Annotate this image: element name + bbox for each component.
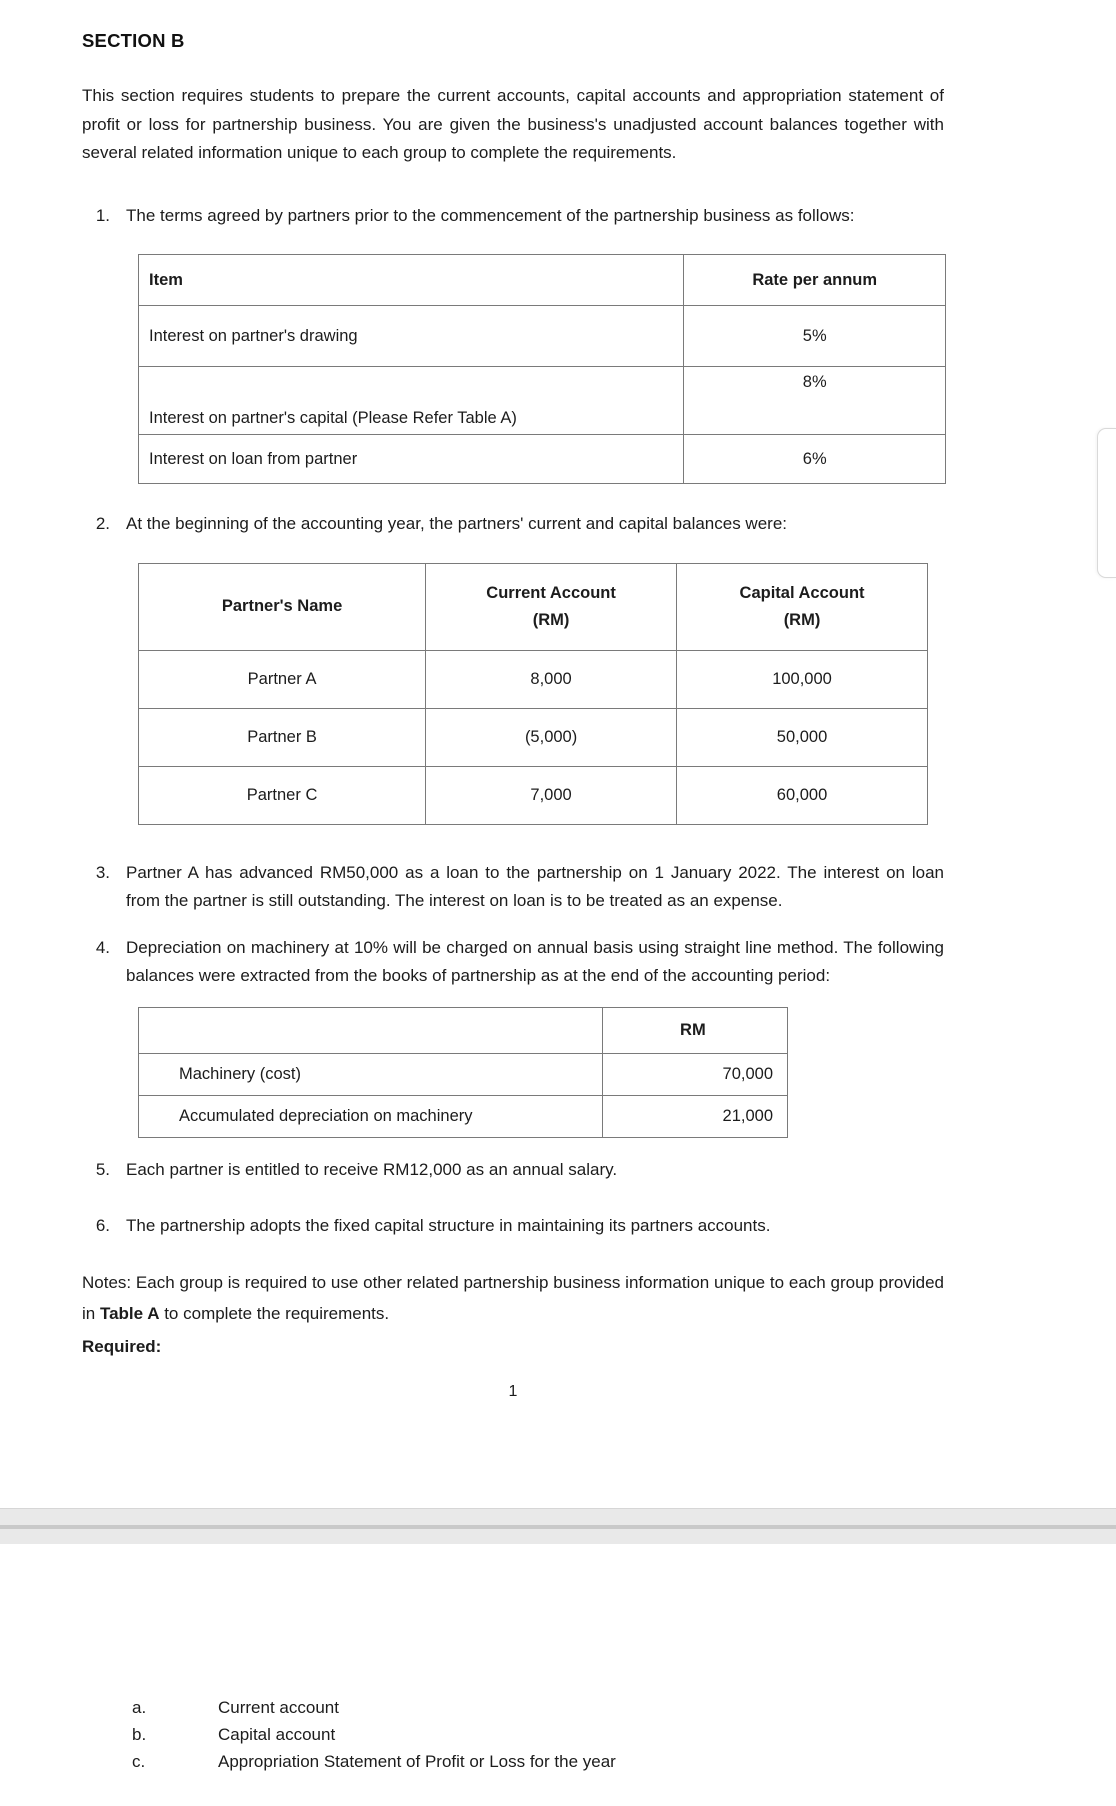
list-item bbox=[132, 1748, 952, 1775]
list-item bbox=[132, 1694, 952, 1721]
table-header-row bbox=[139, 563, 928, 650]
rates-table bbox=[138, 254, 946, 484]
partner-name-cell: Partner B bbox=[139, 708, 426, 766]
list-item-4-marker: 4. bbox=[95, 937, 110, 957]
partner-name-cell: Partner C bbox=[139, 766, 426, 824]
rates-header-item: Item bbox=[139, 255, 684, 306]
partner-capital-cell: 100,000 bbox=[677, 650, 928, 708]
list-item-3-text: Partner A has advanced RM50,000 as a loan to the partnership on 1 January 2022. The interest on loan from the partner is still outstanding. The interest on loan is to be treated as an expense. bbox=[126, 862, 944, 910]
table-row bbox=[139, 650, 928, 708]
required-label: Required: bbox=[82, 1336, 162, 1356]
table-row bbox=[139, 766, 928, 824]
requirement-marker-c: c. bbox=[132, 1752, 146, 1771]
intro-paragraph: This section requires students to prepare the current accounts, capital accounts and appropriation statement of profit or loss for partnership business. You are given the business's unadjusted account balances together with several related information unique to each group to complete the requirements. bbox=[82, 86, 944, 162]
requirement-marker-b: b. bbox=[132, 1725, 147, 1744]
requirement-marker-a: a. bbox=[132, 1698, 147, 1717]
list-item-2-marker: 2. bbox=[95, 514, 110, 533]
machinery-desc-cell: Accumulated depreciation on machinery bbox=[139, 1095, 603, 1137]
partner-current-cell: 8,000 bbox=[426, 650, 677, 708]
page-number: 1 bbox=[508, 1382, 518, 1400]
table-header-row bbox=[139, 1007, 788, 1053]
partners-table-wrapper bbox=[82, 563, 944, 825]
notes-prefix: Notes: Each group is required to use other related partnership business information unique to each group provided in bbox=[82, 1272, 944, 1323]
list-item-6 bbox=[82, 1212, 944, 1241]
rates-cell-item: Interest on loan from partner bbox=[139, 435, 684, 484]
page-seam bbox=[0, 1508, 1116, 1546]
partners-header-capital-line1: Capital Account bbox=[739, 583, 865, 602]
list-item-5-marker: 5. bbox=[95, 1159, 110, 1179]
list-item-2 bbox=[82, 510, 944, 539]
rates-header-rate: Rate per annum bbox=[684, 255, 946, 306]
rates-cell-rate: 6% bbox=[684, 435, 946, 484]
list-item-2-text: At the beginning of the accounting year, the partners' current and capital balances were: bbox=[126, 514, 787, 533]
partners-table bbox=[138, 563, 928, 825]
list-item-3 bbox=[82, 859, 944, 916]
requirements-list bbox=[132, 1694, 952, 1775]
table-row bbox=[139, 306, 946, 367]
list-item bbox=[132, 1721, 952, 1748]
list-item-6-text: The partnership adopts the fixed capital structure in maintaining its partners accounts. bbox=[126, 1216, 771, 1235]
notes-table-a-reference: Table A bbox=[99, 1303, 160, 1323]
partner-name-cell: Partner A bbox=[139, 650, 426, 708]
machinery-desc-cell: Machinery (cost) bbox=[139, 1053, 603, 1095]
table-row bbox=[139, 367, 946, 435]
page-one-content bbox=[82, 30, 944, 1401]
list-item-3-marker: 3. bbox=[95, 862, 110, 882]
machinery-table bbox=[138, 1007, 788, 1138]
list-item-1 bbox=[82, 202, 944, 231]
requirement-text-a: Current account bbox=[218, 1698, 339, 1717]
machinery-table-wrapper bbox=[82, 1007, 944, 1138]
table-row bbox=[139, 708, 928, 766]
partners-header-name: Partner's Name bbox=[139, 563, 426, 650]
table-row bbox=[139, 1095, 788, 1137]
list-item-5 bbox=[82, 1156, 944, 1185]
partner-capital-cell: 60,000 bbox=[677, 766, 928, 824]
notes-suffix: to complete the requirements. bbox=[159, 1303, 390, 1323]
machinery-header-blank bbox=[139, 1007, 603, 1053]
page-edge-artifact bbox=[1097, 428, 1116, 578]
requirement-text-b: Capital account bbox=[218, 1725, 336, 1744]
requirement-text-c: Appropriation Statement of Profit or Loss for the year bbox=[218, 1752, 616, 1771]
list-item-5-text: Each partner is entitled to receive RM12,000 as an annual salary. bbox=[126, 1159, 618, 1179]
page-title: SECTION B bbox=[82, 30, 185, 51]
document-page-two bbox=[0, 1544, 1116, 1806]
list-item-4-text: Depreciation on machinery at 10% will be charged on annual basis using straight line method. The following balances were extracted from the books of partnership as at the end of the accounting period: bbox=[126, 937, 944, 985]
machinery-header-rm: RM bbox=[602, 1007, 787, 1053]
partner-current-cell: 7,000 bbox=[426, 766, 677, 824]
partners-header-capital bbox=[677, 563, 928, 650]
list-item-1-marker: 1. bbox=[95, 205, 110, 225]
rates-table-wrapper bbox=[82, 254, 944, 484]
list-item-6-marker: 6. bbox=[95, 1216, 110, 1235]
list-item-4 bbox=[82, 934, 944, 991]
notes-paragraph bbox=[82, 1267, 944, 1329]
list-item-1-text: The terms agreed by partners prior to the commencement of the partnership business as follows: bbox=[126, 205, 855, 225]
rates-cell-rate: 8% bbox=[684, 367, 946, 435]
machinery-amount-cell: 21,000 bbox=[602, 1095, 787, 1137]
partner-current-cell: (5,000) bbox=[426, 708, 677, 766]
rates-cell-item: Interest on partner's drawing bbox=[139, 306, 684, 367]
partners-header-current-line1: Current Account bbox=[486, 583, 616, 602]
table-header-row bbox=[139, 255, 946, 306]
table-row bbox=[139, 1053, 788, 1095]
seam-divider bbox=[0, 1525, 1116, 1529]
table-row bbox=[139, 435, 946, 484]
rates-cell-rate: 5% bbox=[684, 306, 946, 367]
rates-cell-item: Interest on partner's capital (Please Refer Table A) bbox=[139, 367, 684, 435]
machinery-amount-cell: 70,000 bbox=[602, 1053, 787, 1095]
partners-header-current bbox=[426, 563, 677, 650]
partner-capital-cell: 50,000 bbox=[677, 708, 928, 766]
partners-header-current-line2: (RM) bbox=[532, 610, 570, 629]
partners-header-capital-line2: (RM) bbox=[783, 610, 821, 629]
